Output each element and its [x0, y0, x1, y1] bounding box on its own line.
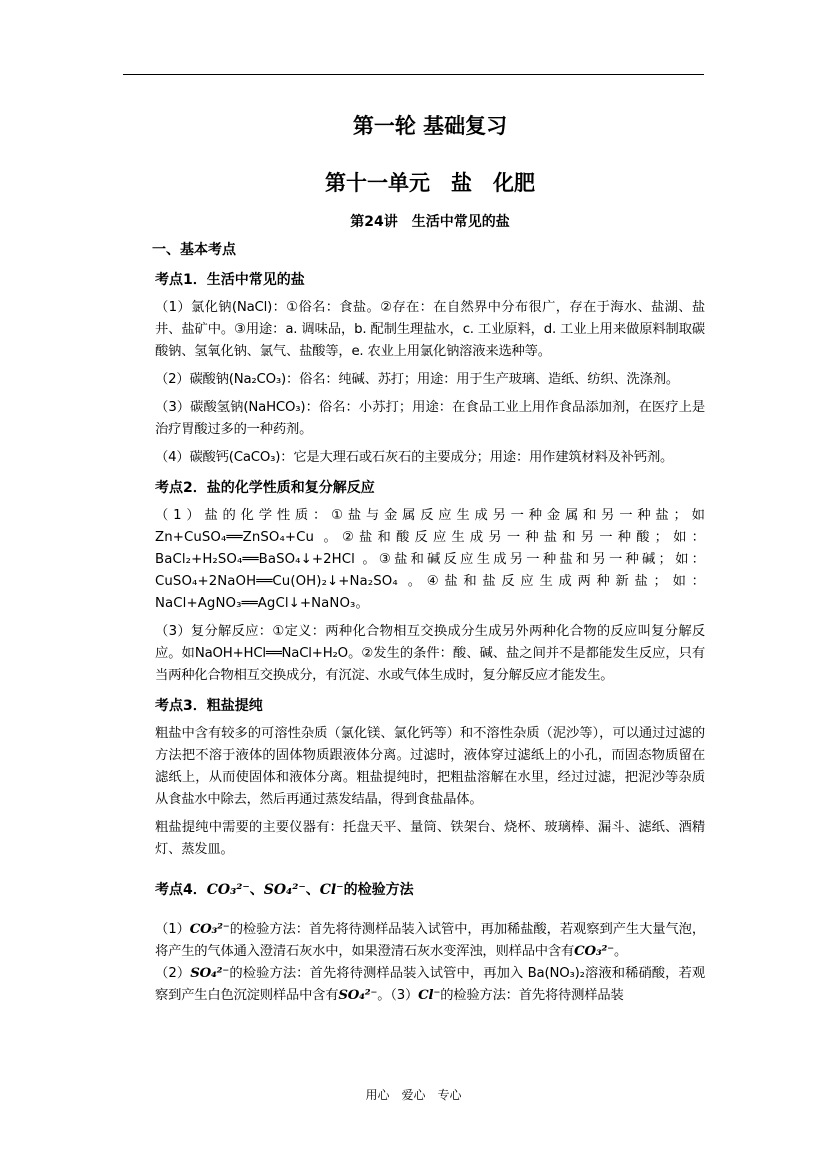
document-title: 第一轮 基础复习	[352, 113, 508, 138]
kd4-p2-mid: 。（3）	[377, 988, 419, 1003]
kd4-p2-text: 的检验方法：首先将待测样品装入试管中，再加入 Ba(NO₃)₂溶液和稀硝酸，若观察到产生白色沉淀则样品中含有	[155, 966, 705, 1003]
kd4-sep-2: 、	[305, 882, 320, 898]
kd4-paragraph	[155, 919, 705, 1007]
kd3-instruments: 粗盐提纯中需要的主要仪器有：托盘天平、量筒、铁架台、烧杯、玻璃棒、漏斗、滤纸、酒精灯、蒸发皿。	[155, 820, 705, 857]
ion-cl: Cl⁻	[319, 882, 344, 898]
section-heading: 一、基本考点	[152, 242, 236, 258]
kd1-nacl: （1）氯化钠(NaCl)：①俗名：食盐。②存在：在自然界中分布很广，存在于海水、盐湖、盐井、盐矿中。③用途：a. 调味品，b. 配制生理盐水，c. 工业原料，d. 工业上用来做原料制取碳酸钠、氢氧化钠、氯气、盐酸等，e. 农业上用氯化钠溶液来选种等。	[155, 300, 705, 359]
kd4-p1-text: 的检验方法：首先将待测样品装入试管中，再加稀盐酸，若观察到产生大量气泡，将产生的气体通入澄清石灰水中，如果澄清石灰水变浑浊，则样品中含有	[155, 922, 705, 959]
kd4-p1-num: （1）	[155, 922, 190, 937]
ion-so4: SO₄²⁻	[338, 988, 378, 1003]
kd3-purification: 粗盐中含有较多的可溶性杂质（氯化镁、氯化钙等）和不溶性杂质（泥沙等），可以通过过滤的方法把不溶于液体的固体物质跟液体分离。过滤时，液体穿过滤纸上的小孔，而固态物质留在滤纸上，从而使固体和液体分离。粗盐提纯时，把粗盐溶解在水里，经过过滤，把泥沙等杂质从食盐水中除去，然后再通过蒸发结晶，得到食盐晶体。	[155, 726, 705, 807]
document-page	[152, 100, 705, 1007]
ion-cl: Cl⁻	[418, 988, 441, 1003]
kd4-heading	[155, 879, 705, 901]
kd3-heading: 考点3．粗盐提纯	[155, 698, 263, 714]
lecture-title: 第24讲 生活中常见的盐	[350, 214, 510, 230]
ion-so4: SO₄²⁻	[190, 966, 230, 981]
kd2-double-decomposition: （3）复分解反应：①定义：两种化合物相互交换成分生成另外两种化合物的反应叫复分解反应。如NaOH+HCl══NaCl+H₂O。②发生的条件：酸、碱、盐之间并不是都能发生反应，只有当两种化合物相互交换成分，有沉淀、水或气体生成时，复分解反应才能发生。	[155, 624, 705, 683]
ion-co3: CO₃²⁻	[574, 944, 614, 959]
kd1-nahco3: （3）碳酸氢钠(NaHCO₃)：俗名：小苏打；用途：在食品工业上用作食品添加剂，在医疗上是治疗胃酸过多的一种药剂。	[155, 400, 705, 437]
kd4-p1-end: 。	[613, 944, 628, 959]
ion-co3: CO₃²⁻	[189, 922, 230, 937]
kd4-p2-end: 的检验方法：首先将待测样品装	[440, 988, 624, 1003]
kd4-heading-prefix: 考点4．	[155, 882, 207, 898]
kd4-p2-num: （2）	[155, 966, 191, 981]
header-rule	[123, 74, 704, 75]
unit-title: 第十一单元 盐 化肥	[325, 170, 535, 195]
kd1-na2co3: （2）碳酸钠(Na₂CO₃)：俗名：纯碱、苏打；用途：用于生产玻璃、造纸、纺织、洗涤剂。	[155, 372, 679, 387]
kd1-heading: 考点1．生活中常见的盐	[155, 272, 305, 288]
kd2-properties: （1）盐的化学性质：①盐与金属反应生成另一种金属和另一种盐；如Zn+CuSO₄══ZnSO₄+Cu 。②盐和酸反应生成另一种盐和另一种酸；如：BaCl₂+H₂SO₄══BaSO₄↓+2HCl 。③盐和碱反应生成另一种盐和另一种碱；如：CuSO₄+2NaOH══Cu(OH)₂↓+Na₂SO₄ 。④盐和盐反应生成两种新盐；如：NaCl+AgNO₃══AgCl↓+NaNO₃。	[155, 508, 705, 611]
ion-so4: SO₄²⁻	[263, 882, 306, 898]
kd4-heading-suffix: 的检验方法	[343, 882, 414, 898]
kd1-caco3: （4）碳酸钙(CaCO₃)：它是大理石或石灰石的主要成分；用途：用作建筑材料及补钙剂。	[155, 450, 674, 465]
kd4-sep-1: 、	[249, 882, 264, 898]
ion-co3: CO₃²⁻	[206, 882, 250, 898]
kd2-heading: 考点2．盐的化学性质和复分解反应	[155, 480, 375, 496]
page-footer: 用心 爱心 专心	[365, 1088, 462, 1102]
